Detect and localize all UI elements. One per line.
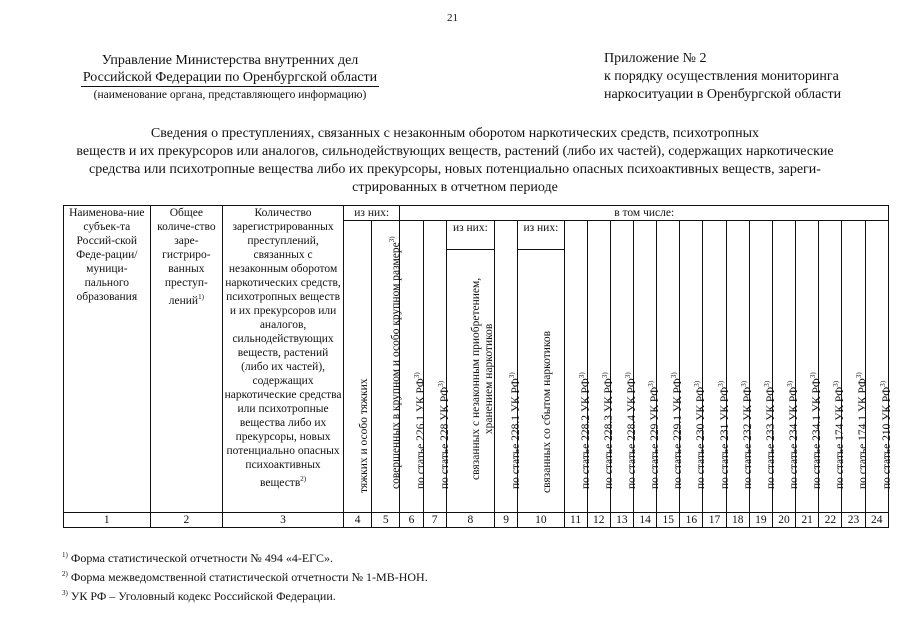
org-caption: (наименование органа, представляющего информацию) — [93, 89, 367, 101]
title-line-3: средства или психотропные вещества либо их прекурсоры, новых потенциально опасных психоактивных веществ, зареги- — [89, 162, 821, 177]
header-c21: по статье 234.1 УК РФ$^{3)}$ — [796, 221, 819, 513]
header-c9: по статье 228.1 УК РФ$^{3)}$ — [495, 221, 518, 513]
header-iz-nih: из них: — [343, 206, 399, 221]
column-number: 11 — [564, 513, 587, 528]
header-c23: по статье 174.1 УК РФ$^{3)}$ — [842, 221, 865, 513]
header-c18: по статье 232 УК РФ$^{3)}$ — [726, 221, 749, 513]
header-c4: тяжких и особо тяжких — [343, 221, 371, 513]
appendix-line-2: к порядку осуществления мониторинга — [604, 69, 839, 84]
column-number: 19 — [749, 513, 772, 528]
title-line-1: Сведения о преступлениях, связанных с незаконным оборотом наркотических средств, психотропных — [150, 126, 760, 141]
header-c11: по статье 228.2 УК РФ$^{3)}$ — [564, 221, 587, 513]
column-number: 14 — [633, 513, 656, 528]
document-title — [40, 125, 870, 197]
column-number: 7 — [423, 513, 446, 528]
organization-block — [55, 52, 405, 104]
column-number: 1 — [64, 513, 151, 528]
page-number: 21 — [447, 12, 458, 24]
column-number: 23 — [842, 513, 865, 528]
column-number: 21 — [796, 513, 819, 528]
header-iz-nih-b: из них: — [518, 221, 564, 250]
column-number: 10 — [518, 513, 564, 528]
column-number: 22 — [819, 513, 842, 528]
header-total: Общее количе-ство заре-гистриро-ванных преступ-лений$^{1)}$ — [150, 206, 223, 513]
header-v-tom-chisle: в том числе: — [400, 206, 889, 221]
header-c19: по статье 233 УК РФ$^{3)}$ — [749, 221, 772, 513]
column-numbers-row — [64, 513, 889, 528]
title-line-2: веществ и их прекурсоров или аналогов, сильнодействующих веществ, растений (либо их частей), содержащих наркотические — [76, 144, 834, 159]
header-c13: по статье 228.4 УК РФ$^{3)}$ — [610, 221, 633, 513]
header-c22: по статье 174 УК РФ$^{3)}$ — [819, 221, 842, 513]
header-c14: по статье 229 УК РФ$^{3)}$ — [633, 221, 656, 513]
footnote-1: $^{1)}$ Форма статистической отчетности № 494 «4-ЕГС». — [62, 551, 333, 565]
header-c15: по статье 229.1 УК РФ$^{3)}$ — [657, 221, 680, 513]
header-c20: по статье 234 УК РФ$^{3)}$ — [772, 221, 795, 513]
footnote-2: $^{2)}$ Форма межведомственной статистической отчетности № 1-МВ-НОН. — [62, 570, 428, 584]
footnotes — [62, 547, 428, 604]
column-number: 6 — [400, 513, 423, 528]
org-line-2: Российской Федерации по Оренбургской области — [82, 70, 378, 85]
column-number: 12 — [587, 513, 610, 528]
header-iz-nih-a: из них: — [446, 221, 494, 250]
header-c5: совершенных в крупном и особо крупном размере$^{3)}$ — [372, 221, 400, 513]
column-number: 5 — [372, 513, 400, 528]
header-c17: по статье 231 УК РФ$^{3)}$ — [703, 221, 726, 513]
header-c8: связанных с незаконным приобретением, хранением наркотиков — [446, 250, 494, 513]
column-number: 17 — [703, 513, 726, 528]
column-number: 9 — [495, 513, 518, 528]
appendix-block — [604, 50, 894, 104]
column-number: 3 — [223, 513, 344, 528]
appendix-line-3: наркоситуации в Оренбургской области — [604, 87, 842, 102]
column-number: 2 — [150, 513, 223, 528]
header-drug-crimes: Количество зарегистрированных преступлений, связанных с незаконным оборотом наркотических средств, психотропных веществ и их прекурсоров или аналогов, сильнодействующих веществ, растений (либо их частей), содержащих наркотические средства или психотропные вещества либо их прекурсоры, новых потенциально опасных психоактивных веществ$^{2)}$ — [223, 206, 344, 513]
column-number: 8 — [446, 513, 494, 528]
header-c12: по статье 228.3 УК РФ$^{3)}$ — [587, 221, 610, 513]
header-c10: связанных со сбытом наркотиков — [518, 250, 564, 513]
footnote-3: $^{3)}$ УК РФ – Уголовный кодекс Российской Федерации. — [62, 589, 336, 603]
title-line-4: стрированных в отчетном периоде — [352, 180, 558, 195]
column-number: 20 — [772, 513, 795, 528]
column-number: 18 — [726, 513, 749, 528]
header-c6: по статье 226.1 УК РФ$^{3)}$ — [400, 221, 423, 513]
column-number: 24 — [865, 513, 888, 528]
appendix-line-1: Приложение № 2 — [604, 51, 707, 66]
column-number: 16 — [680, 513, 703, 528]
header-c24: по статье 210 УК РФ$^{3)}$ — [865, 221, 888, 513]
column-number: 15 — [657, 513, 680, 528]
column-number: 4 — [343, 513, 371, 528]
header-c7: по статье 228 УК РФ$^{3)}$ — [423, 221, 446, 513]
header-region: Наименова-ние субъек-та Россий-ской Феде-рации/ муници-пального образования — [64, 206, 151, 513]
header-c16: по статье 230 УК РФ$^{3)}$ — [680, 221, 703, 513]
crime-stats-table — [63, 205, 893, 528]
org-line-1: Управление Министерства внутренних дел — [101, 53, 359, 68]
column-number: 13 — [610, 513, 633, 528]
